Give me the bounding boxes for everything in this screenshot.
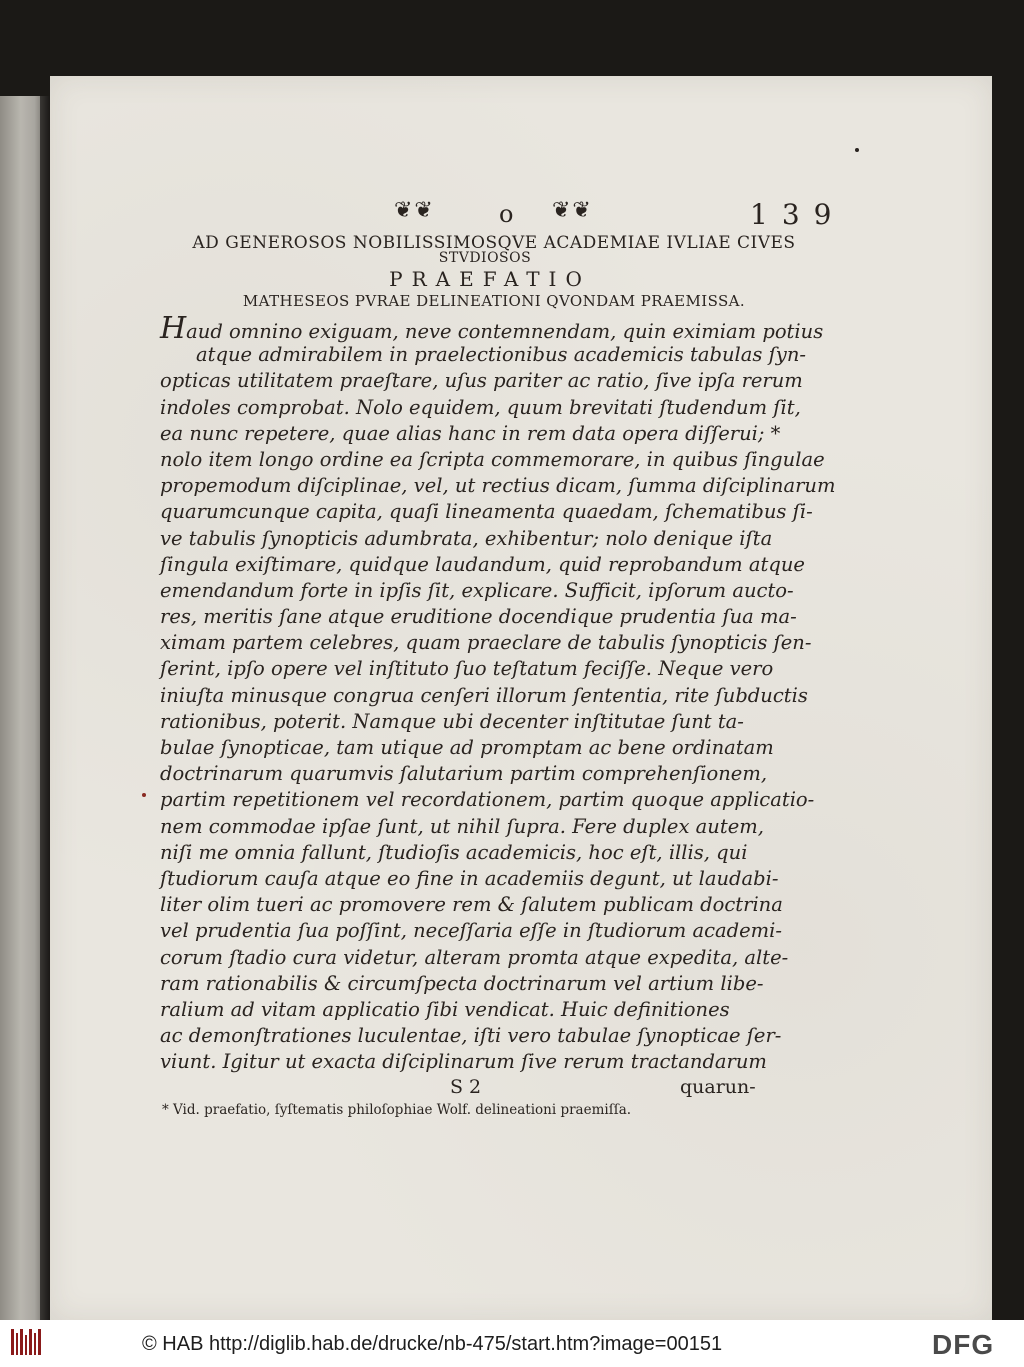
- page-title: PRAEFATIO: [389, 267, 591, 291]
- dedication-heading: AD GENEROSOS NOBILISSIMOSQVE ACADEMIAE IVLIAE CIVES: [192, 233, 796, 253]
- dedication-heading-continued: STVDIOSOS: [438, 250, 532, 266]
- ornament-center: o: [499, 200, 528, 228]
- text-line: indoles comprobat. Nolo equidem, quum brevitati ſtudendum ſit,: [160, 395, 801, 419]
- page-number: 139: [750, 198, 846, 231]
- text-line: res, meritis ſane atque eruditione docendique prudentia ſua ma-: [160, 605, 797, 629]
- copyright-link[interactable]: © HAB http://diglib.hab.de/drucke/nb-475/start.htm?image=00151: [142, 1333, 723, 1355]
- text-line: bulae ſynopticae, tam utique ad promptam ac bene ordinatam: [160, 736, 774, 759]
- dfg-logo: DFG: [932, 1329, 995, 1360]
- text-line: nolo item longo ordine ea ſcripta commemorare, in quibus ſingulae: [160, 447, 825, 471]
- body-text: [160, 311, 836, 1075]
- text-line: partim repetitionem vel recordationem, partim quoque applicatio-: [160, 788, 815, 812]
- margin-mark: [142, 793, 146, 797]
- book-page: [50, 76, 992, 1320]
- text-line: Haud omnino exiguam, neve contemnendam, quin eximiam potius: [160, 311, 824, 346]
- signature-row: [160, 1076, 800, 1098]
- text-line: viunt. Igitur ut exacta diſciplinarum ſive rerum tractandarum: [160, 1050, 767, 1074]
- text-line: ſerint, ipſo opere vel inſtituto ſuo teſtatum feciſſe. Neque vero: [160, 657, 774, 681]
- text-line: ſingula exiſtimare, quidque laudandum, quid reprobandum atque: [160, 552, 805, 576]
- text-line: corum ſtadio cura videtur, alteram promta atque expedita, alte-: [160, 945, 789, 969]
- text-line: atque admirabilem in praelectionibus academicis tabulas ſyn-: [196, 343, 806, 367]
- page-subtitle: MATHESEOS PVRAE DELINEATIONI QVONDAM PRAEMISSA.: [242, 292, 746, 310]
- text-line: nem commodae ipſae ſunt, ut nihil ſupra. Fere duplex autem,: [160, 814, 764, 838]
- hab-barcode-icon: [8, 1325, 44, 1361]
- text-line: ea nunc repetere, quae alias hanc in rem data opera diſſerui; *: [160, 421, 781, 445]
- fleuron-left-icon: ❦❦: [394, 198, 435, 223]
- text-line: doctrinarum quarumvis ſalutarium partim comprehenſionem,: [160, 762, 768, 786]
- footnote: * Vid. praefatio, ſyſtematis philoſophiae Wolf. delineationi praemiſſa.: [162, 1102, 632, 1119]
- signature-mark: S 2: [450, 1076, 482, 1099]
- text-line: ram rationabilis & circumſpecta doctrinarum vel artium libe-: [160, 971, 764, 995]
- ink-speck: [855, 148, 859, 152]
- text-line: propemodum diſciplinae, vel, ut rectius dicam, ſumma diſciplinarum: [160, 474, 836, 498]
- text-line: ſtudiorum cauſa atque eo fine in academiis degunt, ut laudabi-: [160, 866, 779, 890]
- header-ornament-row: [160, 192, 846, 234]
- text-line: liter olim tueri ac promovere rem & ſalutem publicam doctrina: [160, 893, 783, 917]
- text-line: ximam partem celebres, quam praeclare de tabulis ſynopticis ſen-: [160, 631, 812, 655]
- catchword: quarun-: [680, 1076, 756, 1099]
- text-line: quarumcunque capita, quaſi lineamenta quaedam, ſchematibus ſi-: [160, 500, 813, 524]
- book-gutter: [40, 96, 50, 1320]
- text-line: niſi me omnia fallunt, ſtudioſis academicis, hoc eſt, illis, qui: [160, 840, 748, 864]
- text-line: rationibus, poterit. Namque ubi decenter inſtitutae ſunt ta-: [160, 709, 744, 733]
- text-line: ve tabulis ſynopticis adumbrata, exhibentur; nolo denique iſta: [160, 526, 773, 550]
- page-text-block: [160, 192, 846, 1119]
- text-line: emendandum forte in ipſis ſit, explicare. Sufficit, ipſorum aucto-: [160, 578, 794, 602]
- text-line: ac demonſtrationes luculentae, iſti vero tabulae ſynopticae ſer-: [160, 1024, 782, 1048]
- text-line: opticas utilitatem praeſtare, uſus pariter ac ratio, ſive ipſa rerum: [160, 369, 803, 393]
- text-line: ralium ad vitam applicatio ſibi vendicat. Huic definitiones: [160, 997, 730, 1021]
- text-line: iniuſta minusque congrua cenſeri illorum ſententia, rite ſubductis: [160, 683, 808, 707]
- text-line: vel prudentia ſua poſſint, neceſſaria eſſe in ſtudiorum academi-: [160, 919, 782, 943]
- fleuron-right-icon: ❦❦: [552, 198, 593, 223]
- initial-letter: H: [160, 311, 187, 346]
